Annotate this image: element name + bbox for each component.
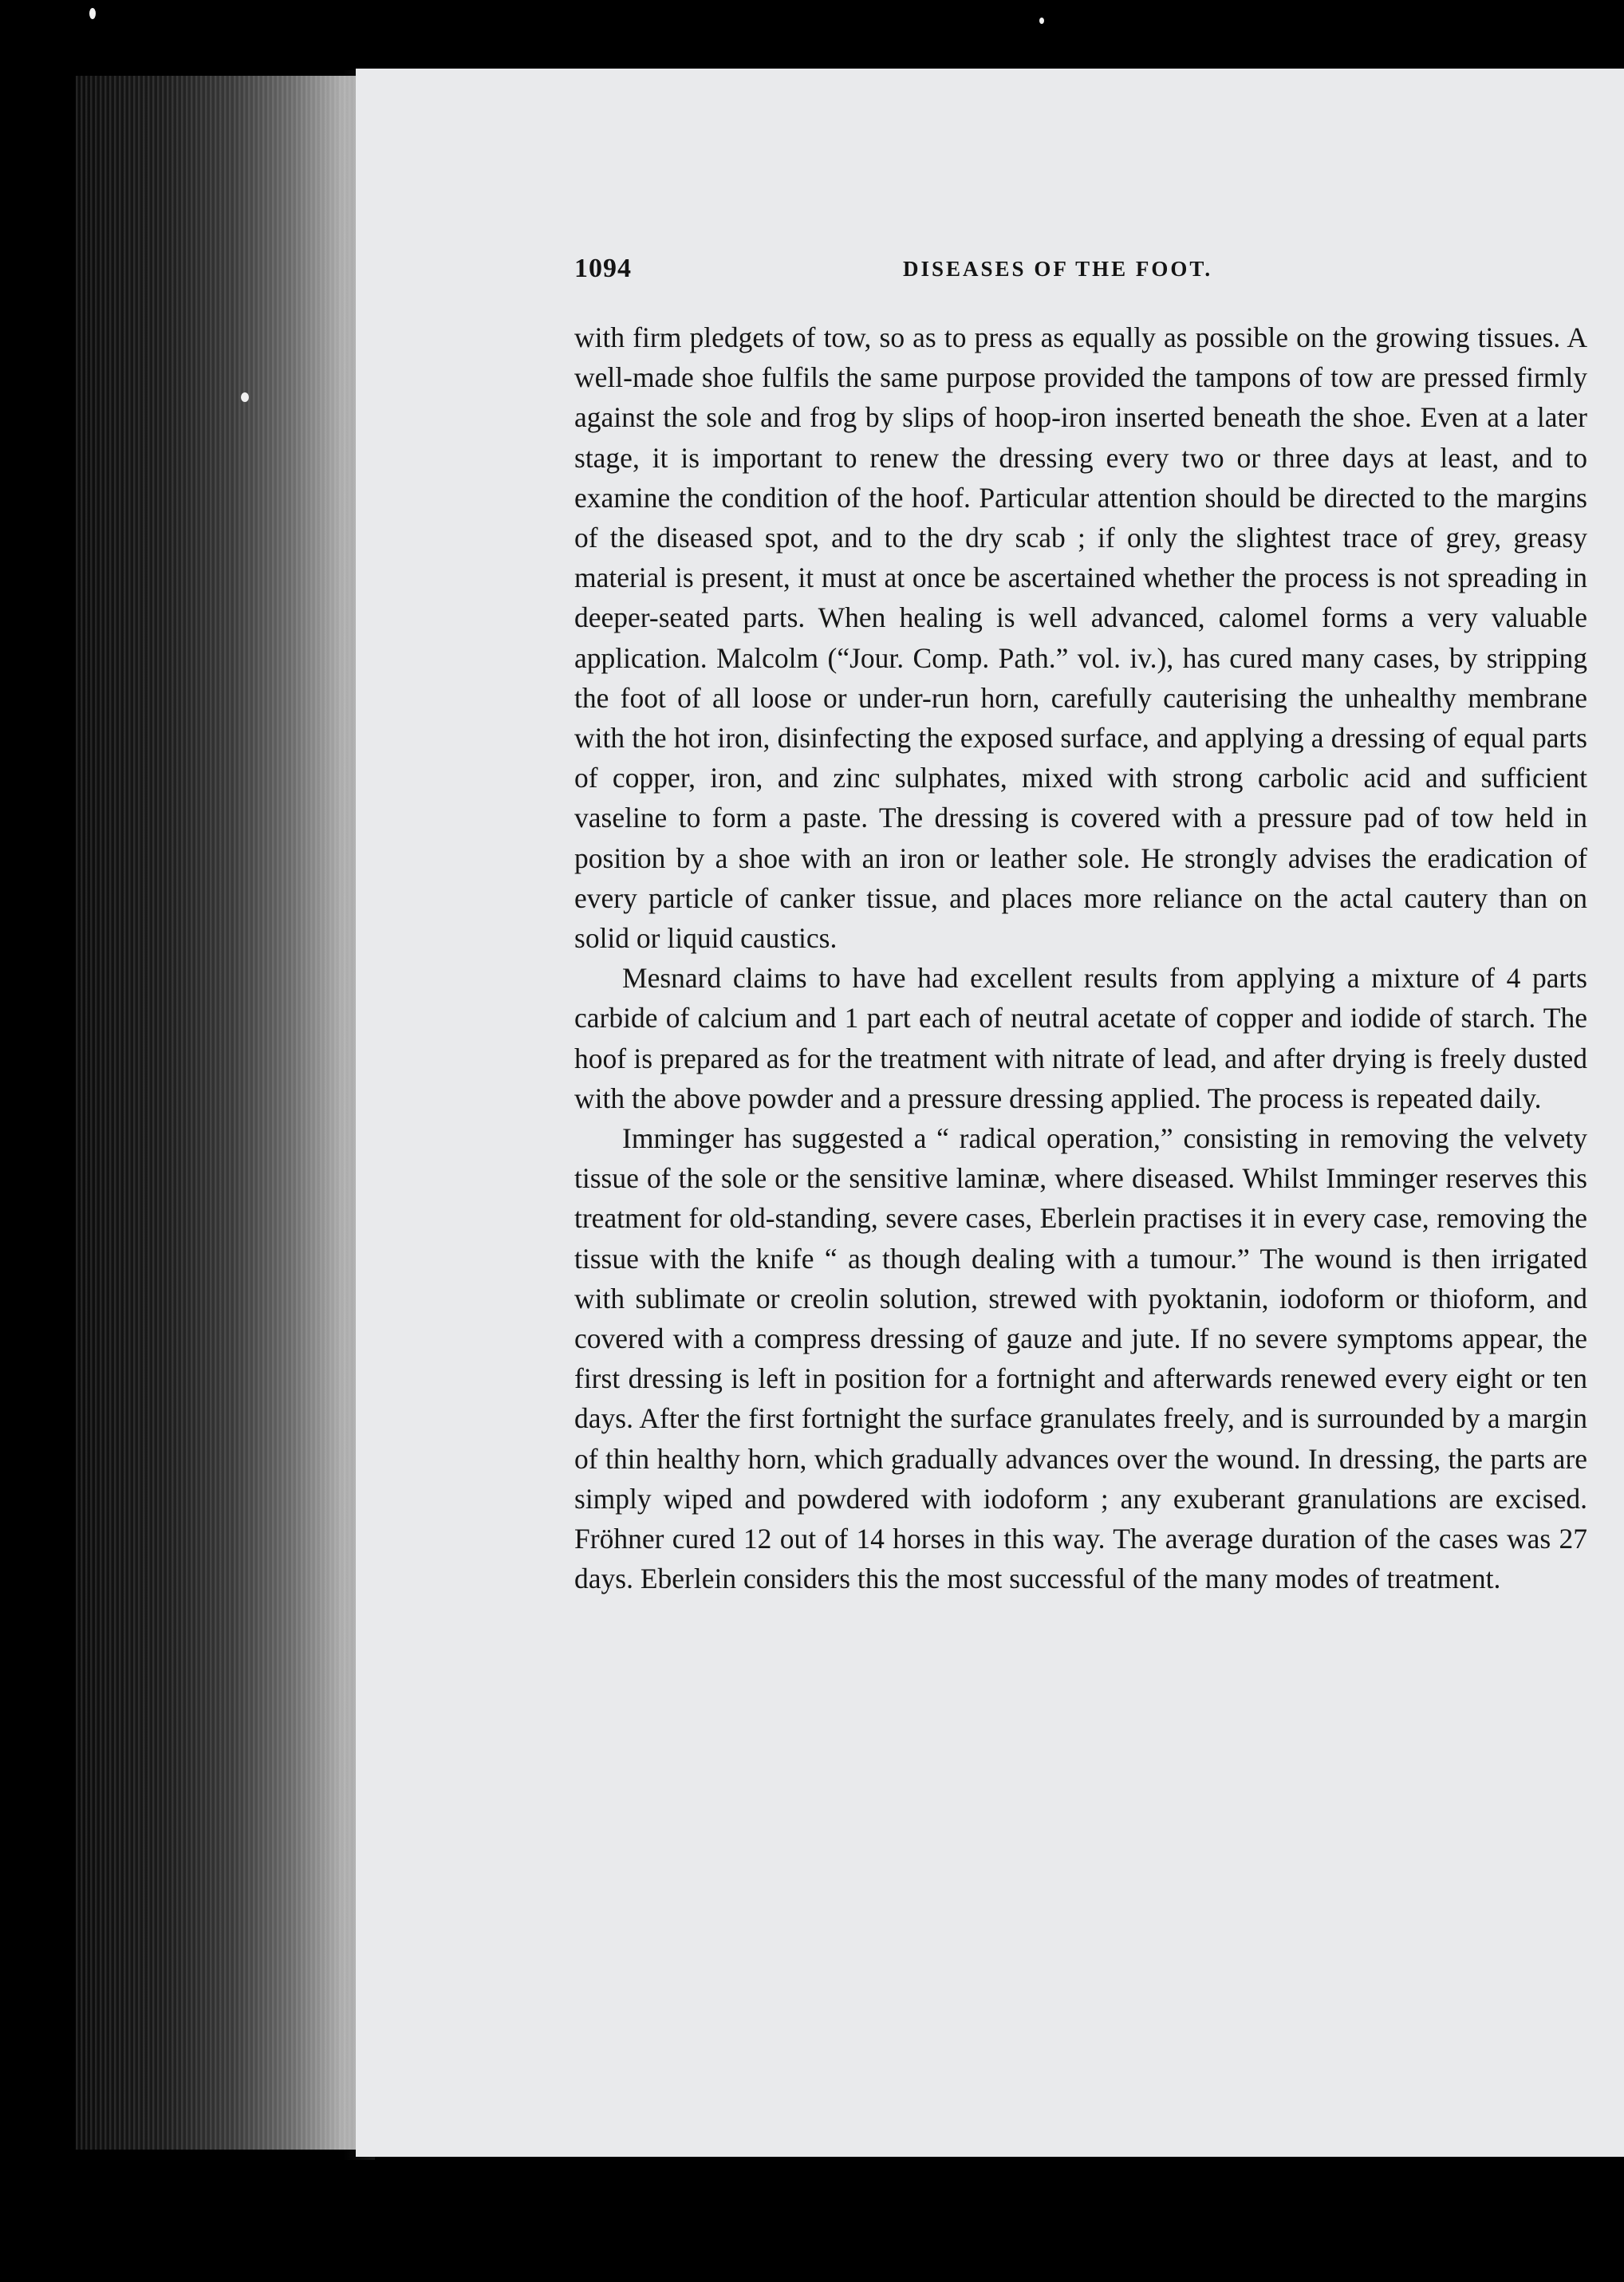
- dust-speck: [1039, 18, 1044, 24]
- paragraph: with firm pledgets of tow, so as to press as equally as possible on the growing tissues. A well-made shoe fulfils the same purpose provided the tampons of tow are pressed firmly against the sole and frog by slips of hoop-iron inserted beneath the shoe. Even at a later stage, it is important to renew the dressing every two or three days at least, and to examine the condition of the hoof. Particular attention should be directed to the margins of the diseased spot, and to the dry scab ; if only the slightest trace of grey, greasy material is present, it must at once be ascertained whether the process is not spreading in deeper-seated parts. When healing is well advanced, calomel forms a very valuable application. Malcolm (“Jour. Comp. Path.” vol. iv.), has cured many cases, by stripping the foot of all loose or under-run horn, carefully cauterising the unhealthy membrane with the hot iron, disinfecting the exposed surface, and applying a dressing of equal parts of copper, iron, and zinc sulphates, mixed with strong carbolic acid and sufficient vaseline to form a paste. The dressing is covered with a pressure pad of tow held in position by a shoe with an iron or leather sole. He strongly advises the eradication of every particle of canker tissue, and places more reliance on the actal cautery than on solid or liquid caustics.: [574, 321, 1587, 955]
- paragraph: Mesnard claims to have had excellent results from applying a mixture of 4 parts carbide of calcium and 1 part each of neutral acetate of copper and iodide of starch. The hoof is prepared as for the treatment with nitrate of lead, and after drying is freely dusted with the above powder and a pressure dressing applied. The process is repeated daily.: [574, 962, 1587, 1114]
- running-head: DISEASES OF THE FOOT.: [903, 257, 1213, 281]
- book-fore-edge: [76, 76, 363, 2150]
- dust-speck: [89, 8, 96, 19]
- paragraph: Imminger has suggested a “ radical operation,” consisting in removing the velvety tissue of the sole or the sensitive laminæ, where diseased. Whilst Imminger reserves this treatment for old-standing, severe cases, Eberlein practises it in every case, removing the tissue with the knife “ as though dealing with a tumour.” The wound is then irrigated with sublimate or creolin solution, strewed with pyoktanin, iodoform or thioform, and covered with a compress dressing of gauze and jute. If no severe symptoms appear, the first dressing is left in position for a fortnight and afterwards renewed every eight or ten days. After the first fortnight the surface granulates freely, and is surrounded by a margin of thin healthy horn, which gradually advances over the wound. In dressing, the parts are simply wiped and powdered with iodoform ; any exuberant granulations are excised. Fröhner cured 12 out of 14 horses in this way. The average duration of the cases was 27 days. Eberlein considers this the most successful of the many modes of treatment.: [574, 1122, 1587, 1595]
- dust-speck: [241, 392, 249, 402]
- body-text: [574, 317, 1587, 1599]
- page-number: 1094: [574, 254, 632, 283]
- running-header: [574, 254, 1587, 286]
